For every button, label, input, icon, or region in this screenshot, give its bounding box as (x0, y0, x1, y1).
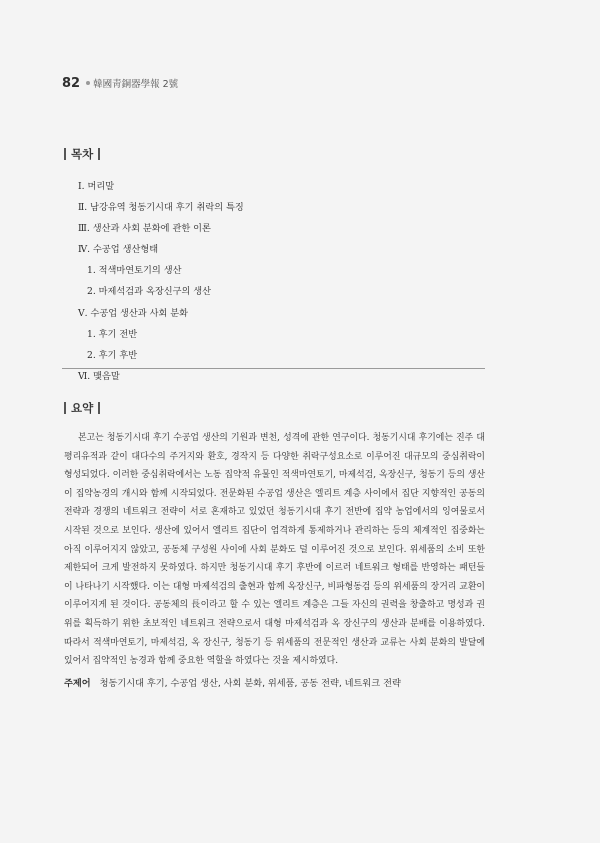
journal-name: 韓國靑銅器學報 2號 (93, 79, 179, 90)
abstract-heading (64, 400, 100, 416)
toc-subitem: 2. 후기 후반 (87, 349, 138, 361)
toc-subitem: 1. 적색마연토기의 생산 (87, 265, 182, 277)
keywords-text: 청동기시대 후기, 수공업 생산, 사회 분화, 위세품, 공동 전략, 네트워크 전략 (99, 678, 401, 689)
keywords-label: 주제어 (64, 678, 91, 689)
keywords (64, 675, 401, 689)
toc-item: Ⅱ. 남강유역 청동기시대 후기 취락의 특징 (78, 202, 244, 214)
page-number: 82 (62, 76, 81, 91)
heading-bar-left (64, 148, 66, 160)
toc-item: Ⅲ. 생산과 사회 분화에 관한 이론 (78, 223, 211, 235)
toc-item: Ⅵ. 맺음말 (78, 370, 120, 382)
running-header (62, 76, 178, 91)
toc-title: 목차 (71, 147, 94, 161)
abstract-body: 본고는 청동기시대 후기 수공업 생산의 기원과 변천, 성격에 관한 연구이다. 청동기시대 후기에는 진주 대평리유적과 같이 대다수의 주거지와 환호, 경작지 등 다양한 취락구성요소로 이루어진 대규모의 중심취락이 형성되었다. 이러한 중심취락에서는 노동 집약적 유물인 적색마연토기, 마제석검, 옥장신구, 청동기 등의 생산이 집약농경의 개시와 함께 시작되었다. 전문화된 수공업 생산은 엘리트 계층 사이에서 집단 지향적인 공동의 전략과 경쟁의 네트워크 전략이 서로 혼재하고 있었던 청동기시대 후기 전반에 집약 농업에서의 잉여물로서 시작된 것으로 보인다. 생산에 있어서 엘리트 집단이 엄격하게 통제하거나 관리하는 등의 체계적인 집중화는 아직 이루어지지 않았고, 공동체 구성원 사이에 사회 분화도 덜 이루어진 것으로 보인다. 위세품의 소비 또한 제한되어 크게 발전하지 못하였다. 하지만 청동기시대 후기 후반에 이르러 네트워크 형태를 반영하는 패턴들이 나타나기 시작했다. 이는 대형 마제석검의 출현과 함께 옥장신구, 비파형동검 등의 위세품의 장거리 교환이 이루어지게 된 것이다. 공동체의 長이라고 할 수 있는 엘리트 계층은 그들 자신의 권력을 창출하고 명성과 권위를 획득하기 위한 초보적인 네트워크 전략으로서 대형 마제석검과 옥 장신구의 생산과 분배를 이용하였다. 따라서 적색마연토기, 마제석검, 옥 장신구, 청동기 등 위세품의 전문적인 생산과 교류는 사회 분화의 발달에 있어서 집약적인 농경과 함께 중요한 역할을 하였다는 것을 제시하였다. (64, 433, 485, 667)
journal-title (86, 76, 178, 90)
heading-bar-right (98, 402, 100, 414)
toc-item: Ⅰ. 머리말 (78, 181, 115, 192)
toc-item: Ⅳ. 수공업 생산형태 (78, 244, 159, 256)
toc-subitem: 2. 마제석검과 옥장신구의 생산 (87, 286, 212, 298)
bullet-icon (86, 81, 90, 85)
toc-item: Ⅴ. 수공업 생산과 사회 분화 (78, 307, 188, 319)
abstract-title: 요약 (71, 401, 94, 415)
toc-heading (64, 146, 100, 162)
divider (62, 368, 485, 369)
toc-subitem: 1. 후기 전반 (87, 328, 138, 340)
table-of-contents (78, 176, 244, 387)
heading-bar-right (98, 148, 100, 160)
heading-bar-left (64, 402, 66, 414)
